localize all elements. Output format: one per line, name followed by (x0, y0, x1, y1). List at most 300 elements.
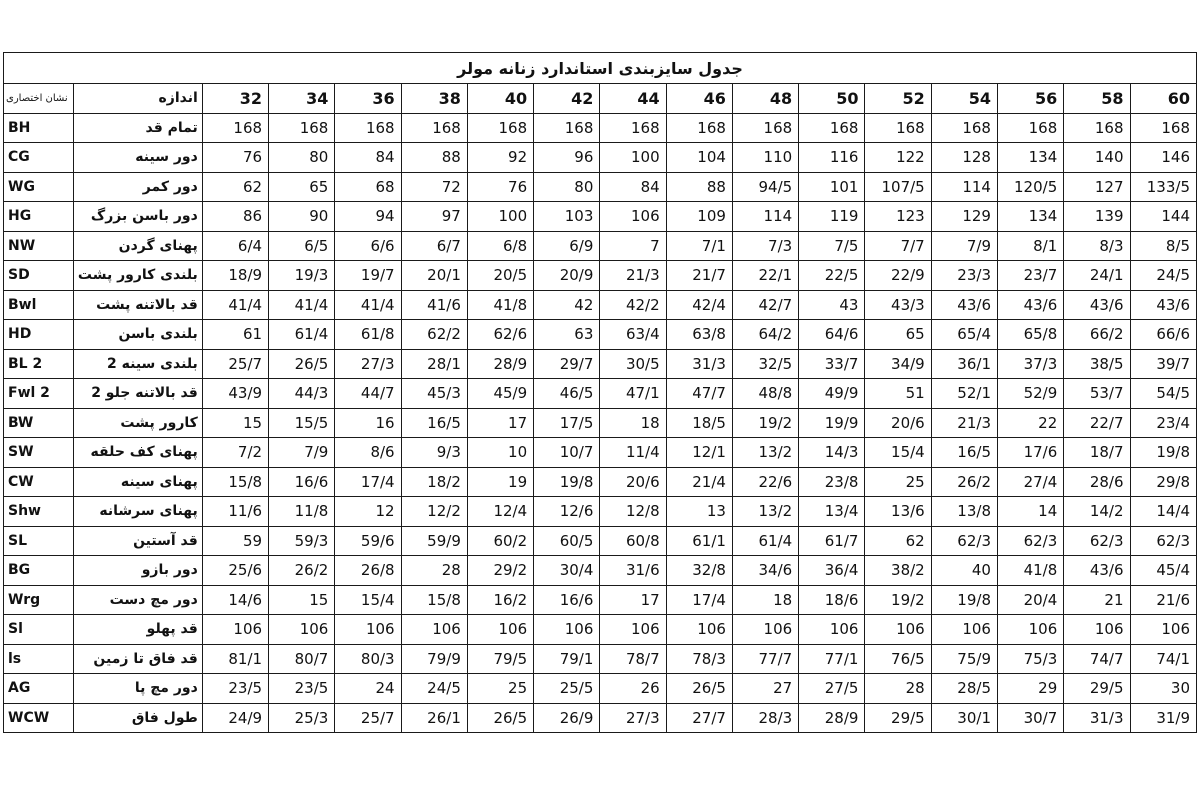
value-cell: 94 (335, 202, 401, 232)
value-cell: 47/7 (666, 379, 732, 409)
value-cell: 106 (202, 615, 268, 645)
size-header-row (4, 84, 1197, 114)
table-row (4, 202, 1197, 232)
value-cell: 168 (1130, 113, 1196, 143)
value-cell: 106 (467, 615, 533, 645)
table-row (4, 703, 1197, 733)
value-cell: 59/6 (335, 526, 401, 556)
value-cell: 28/9 (467, 349, 533, 379)
value-cell: 119 (799, 202, 865, 232)
value-cell: 13/2 (732, 438, 798, 468)
value-cell: 94/5 (732, 172, 798, 202)
value-cell: 168 (666, 113, 732, 143)
value-cell: 26/5 (269, 349, 335, 379)
value-cell: 140 (1064, 143, 1130, 173)
size-chart (3, 52, 1197, 733)
measurement-name-cell: کارور پشت (74, 408, 203, 438)
value-cell: 23/3 (931, 261, 997, 291)
value-cell: 8/1 (997, 231, 1063, 261)
value-cell: 65 (269, 172, 335, 202)
value-cell: 41/8 (467, 290, 533, 320)
table-row (4, 113, 1197, 143)
value-cell: 13/8 (931, 497, 997, 527)
value-cell: 74/1 (1130, 644, 1196, 674)
value-cell: 104 (666, 143, 732, 173)
value-cell: 168 (335, 113, 401, 143)
value-cell: 15/4 (865, 438, 931, 468)
value-cell: 168 (534, 113, 600, 143)
value-cell: 29/7 (534, 349, 600, 379)
value-cell: 19/9 (799, 408, 865, 438)
value-cell: 61/1 (666, 526, 732, 556)
value-cell: 114 (931, 172, 997, 202)
value-cell: 27/4 (997, 467, 1063, 497)
table-row (4, 172, 1197, 202)
size-header-cell: 56 (997, 84, 1063, 114)
value-cell: 23/7 (997, 261, 1063, 291)
value-cell: 23/8 (799, 467, 865, 497)
value-cell: 15 (202, 408, 268, 438)
abbr-cell: CG (4, 143, 74, 173)
value-cell: 19/2 (732, 408, 798, 438)
measurement-name-cell: قد بالاتنه پشت (74, 290, 203, 320)
value-cell: 21 (1064, 585, 1130, 615)
value-cell: 30/4 (534, 556, 600, 586)
value-cell: 133/5 (1130, 172, 1196, 202)
value-cell: 22 (997, 408, 1063, 438)
value-cell: 79/5 (467, 644, 533, 674)
value-cell: 26/5 (666, 674, 732, 704)
value-cell: 62/3 (1130, 526, 1196, 556)
value-cell: 12/8 (600, 497, 666, 527)
value-cell: 168 (401, 113, 467, 143)
value-cell: 9/3 (401, 438, 467, 468)
value-cell: 106 (997, 615, 1063, 645)
value-cell: 76/5 (865, 644, 931, 674)
value-cell: 24 (335, 674, 401, 704)
value-cell: 134 (997, 143, 1063, 173)
value-cell: 6/7 (401, 231, 467, 261)
value-cell: 33/7 (799, 349, 865, 379)
value-cell: 18 (732, 585, 798, 615)
value-cell: 42 (534, 290, 600, 320)
value-cell: 139 (1064, 202, 1130, 232)
value-cell: 30/7 (997, 703, 1063, 733)
size-header-cell: 36 (335, 84, 401, 114)
abbr-cell: SL (4, 526, 74, 556)
value-cell: 38/2 (865, 556, 931, 586)
value-cell: 59 (202, 526, 268, 556)
value-cell: 168 (931, 113, 997, 143)
value-cell: 11/4 (600, 438, 666, 468)
value-cell: 168 (865, 113, 931, 143)
value-cell: 78/7 (600, 644, 666, 674)
size-header-cell: 34 (269, 84, 335, 114)
value-cell: 19/2 (865, 585, 931, 615)
value-cell: 22/5 (799, 261, 865, 291)
value-cell: 100 (467, 202, 533, 232)
abbr-cell: NW (4, 231, 74, 261)
value-cell: 114 (732, 202, 798, 232)
value-cell: 43 (799, 290, 865, 320)
value-cell: 31/6 (600, 556, 666, 586)
value-cell: 23/5 (269, 674, 335, 704)
value-cell: 62/3 (1064, 526, 1130, 556)
value-cell: 168 (732, 113, 798, 143)
value-cell: 25/7 (335, 703, 401, 733)
abbr-cell: Wrg (4, 585, 74, 615)
value-cell: 129 (931, 202, 997, 232)
size-header-cell: 60 (1130, 84, 1196, 114)
value-cell: 7/9 (931, 231, 997, 261)
value-cell: 80 (534, 172, 600, 202)
table-row (4, 261, 1197, 291)
table-row (4, 320, 1197, 350)
value-cell: 63/4 (600, 320, 666, 350)
value-cell: 13/4 (799, 497, 865, 527)
abbr-cell: HG (4, 202, 74, 232)
size-header-cell: 32 (202, 84, 268, 114)
value-cell: 7 (600, 231, 666, 261)
measurement-name-cell: قد فاق تا زمین (74, 644, 203, 674)
abbr-cell: HD (4, 320, 74, 350)
value-cell: 60/5 (534, 526, 600, 556)
value-cell: 20/5 (467, 261, 533, 291)
value-cell: 20/6 (865, 408, 931, 438)
table-row (4, 556, 1197, 586)
abbr-cell: BG (4, 556, 74, 586)
value-cell: 24/1 (1064, 261, 1130, 291)
value-cell: 42/4 (666, 290, 732, 320)
table-row (4, 497, 1197, 527)
value-cell: 41/8 (997, 556, 1063, 586)
value-cell: 13/2 (732, 497, 798, 527)
abbr-cell: SW (4, 438, 74, 468)
value-cell: 106 (1130, 615, 1196, 645)
measurement-name-cell: تمام قد (74, 113, 203, 143)
value-cell: 19/7 (335, 261, 401, 291)
table-row (4, 408, 1197, 438)
abbr-cell: BL 2 (4, 349, 74, 379)
abbr-cell: Shw (4, 497, 74, 527)
size-header-cell: 42 (534, 84, 600, 114)
value-cell: 77/1 (799, 644, 865, 674)
value-cell: 168 (269, 113, 335, 143)
value-cell: 27/3 (335, 349, 401, 379)
value-cell: 54/5 (1130, 379, 1196, 409)
value-cell: 14/6 (202, 585, 268, 615)
value-cell: 20/4 (997, 585, 1063, 615)
value-cell: 17/4 (335, 467, 401, 497)
value-cell: 168 (997, 113, 1063, 143)
value-cell: 44/3 (269, 379, 335, 409)
value-cell: 6/6 (335, 231, 401, 261)
value-cell: 109 (666, 202, 732, 232)
value-cell: 18/6 (799, 585, 865, 615)
value-cell: 6/4 (202, 231, 268, 261)
value-cell: 21/4 (666, 467, 732, 497)
abbr-cell: AG (4, 674, 74, 704)
value-cell: 15/8 (401, 585, 467, 615)
value-cell: 106 (799, 615, 865, 645)
value-cell: 21/3 (600, 261, 666, 291)
value-cell: 45/9 (467, 379, 533, 409)
value-cell: 64/6 (799, 320, 865, 350)
value-cell: 7/7 (865, 231, 931, 261)
table-row (4, 290, 1197, 320)
value-cell: 40 (931, 556, 997, 586)
measurement-name-cell: پهنای گردن (74, 231, 203, 261)
value-cell: 61/4 (732, 526, 798, 556)
value-cell: 134 (997, 202, 1063, 232)
value-cell: 25/5 (534, 674, 600, 704)
value-cell: 16/5 (401, 408, 467, 438)
value-cell: 32/5 (732, 349, 798, 379)
value-cell: 75/3 (997, 644, 1063, 674)
value-cell: 84 (335, 143, 401, 173)
abbr-cell: Sl (4, 615, 74, 645)
value-cell: 18 (600, 408, 666, 438)
value-cell: 60/2 (467, 526, 533, 556)
value-cell: 14/2 (1064, 497, 1130, 527)
value-cell: 16/6 (269, 467, 335, 497)
value-cell: 34/9 (865, 349, 931, 379)
value-cell: 13/6 (865, 497, 931, 527)
value-cell: 100 (600, 143, 666, 173)
value-cell: 107/5 (865, 172, 931, 202)
size-header-cell: 54 (931, 84, 997, 114)
abbr-cell: Fwl 2 (4, 379, 74, 409)
value-cell: 11/6 (202, 497, 268, 527)
value-cell: 78/3 (666, 644, 732, 674)
value-cell: 103 (534, 202, 600, 232)
value-cell: 19/8 (534, 467, 600, 497)
value-cell: 18/2 (401, 467, 467, 497)
value-cell: 62 (202, 172, 268, 202)
value-cell: 28/9 (799, 703, 865, 733)
value-cell: 61 (202, 320, 268, 350)
value-cell: 66/2 (1064, 320, 1130, 350)
measurement-name-cell: قد آستین (74, 526, 203, 556)
value-cell: 16/5 (931, 438, 997, 468)
value-cell: 101 (799, 172, 865, 202)
size-header-cell: 46 (666, 84, 732, 114)
value-cell: 168 (600, 113, 666, 143)
value-cell: 11/8 (269, 497, 335, 527)
value-cell: 88 (666, 172, 732, 202)
value-cell: 24/5 (1130, 261, 1196, 291)
value-cell: 22/9 (865, 261, 931, 291)
value-cell: 25/6 (202, 556, 268, 586)
value-cell: 59/9 (401, 526, 467, 556)
value-cell: 72 (401, 172, 467, 202)
value-cell: 22/1 (732, 261, 798, 291)
value-cell: 90 (269, 202, 335, 232)
value-cell: 92 (467, 143, 533, 173)
value-cell: 53/7 (1064, 379, 1130, 409)
value-cell: 17 (600, 585, 666, 615)
value-cell: 31/3 (1064, 703, 1130, 733)
value-cell: 7/5 (799, 231, 865, 261)
value-cell: 18/7 (1064, 438, 1130, 468)
measurement-name-cell: دور مچ دست (74, 585, 203, 615)
title-row (4, 53, 1197, 84)
value-cell: 29/8 (1130, 467, 1196, 497)
value-cell: 37/3 (997, 349, 1063, 379)
value-cell: 7/9 (269, 438, 335, 468)
table-row (4, 143, 1197, 173)
value-cell: 86 (202, 202, 268, 232)
value-cell: 123 (865, 202, 931, 232)
value-cell: 20/1 (401, 261, 467, 291)
value-cell: 8/3 (1064, 231, 1130, 261)
value-cell: 24/5 (401, 674, 467, 704)
value-cell: 106 (600, 202, 666, 232)
value-cell: 23/5 (202, 674, 268, 704)
value-cell: 15/5 (269, 408, 335, 438)
value-cell: 17/4 (666, 585, 732, 615)
value-cell: 22/6 (732, 467, 798, 497)
value-cell: 12/2 (401, 497, 467, 527)
value-cell: 63 (534, 320, 600, 350)
size-table (3, 52, 1197, 733)
value-cell: 20/6 (600, 467, 666, 497)
value-cell: 6/9 (534, 231, 600, 261)
table-row (4, 438, 1197, 468)
value-cell: 25/3 (269, 703, 335, 733)
abbr-cell: BW (4, 408, 74, 438)
value-cell: 65 (865, 320, 931, 350)
value-cell: 43/9 (202, 379, 268, 409)
value-cell: 30/1 (931, 703, 997, 733)
value-cell: 29/5 (1064, 674, 1130, 704)
value-cell: 12/1 (666, 438, 732, 468)
value-cell: 106 (269, 615, 335, 645)
table-row (4, 615, 1197, 645)
value-cell: 106 (931, 615, 997, 645)
value-cell: 7/1 (666, 231, 732, 261)
value-cell: 97 (401, 202, 467, 232)
value-cell: 79/9 (401, 644, 467, 674)
value-cell: 106 (865, 615, 931, 645)
value-cell: 168 (202, 113, 268, 143)
value-cell: 15/4 (335, 585, 401, 615)
value-cell: 65/8 (997, 320, 1063, 350)
size-header-cell: 38 (401, 84, 467, 114)
abbr-cell: SD (4, 261, 74, 291)
value-cell: 15 (269, 585, 335, 615)
abbr-cell: CW (4, 467, 74, 497)
value-cell: 10/7 (534, 438, 600, 468)
value-cell: 8/5 (1130, 231, 1196, 261)
value-cell: 62/3 (997, 526, 1063, 556)
value-cell: 15/8 (202, 467, 268, 497)
value-cell: 31/9 (1130, 703, 1196, 733)
value-cell: 76 (467, 172, 533, 202)
measurement-name-cell: دور سینه (74, 143, 203, 173)
value-cell: 26/5 (467, 703, 533, 733)
value-cell: 61/4 (269, 320, 335, 350)
value-cell: 63/8 (666, 320, 732, 350)
value-cell: 21/7 (666, 261, 732, 291)
value-cell: 106 (401, 615, 467, 645)
value-cell: 25/7 (202, 349, 268, 379)
measurement-name-cell: پهنای سینه (74, 467, 203, 497)
value-cell: 51 (865, 379, 931, 409)
value-cell: 62/6 (467, 320, 533, 350)
measurement-name-cell: بلندی کارور پشت (74, 261, 203, 291)
value-cell: 26/1 (401, 703, 467, 733)
measurement-name-cell: دور کمر (74, 172, 203, 202)
value-cell: 144 (1130, 202, 1196, 232)
value-cell: 24/9 (202, 703, 268, 733)
value-cell: 25 (467, 674, 533, 704)
value-cell: 29/2 (467, 556, 533, 586)
value-cell: 29 (997, 674, 1063, 704)
value-cell: 27 (732, 674, 798, 704)
value-cell: 14/4 (1130, 497, 1196, 527)
value-cell: 62/3 (931, 526, 997, 556)
value-cell: 43/6 (1064, 290, 1130, 320)
value-cell: 79/1 (534, 644, 600, 674)
value-cell: 36/4 (799, 556, 865, 586)
value-cell: 106 (335, 615, 401, 645)
value-cell: 39/7 (1130, 349, 1196, 379)
value-cell: 61/8 (335, 320, 401, 350)
table-row (4, 467, 1197, 497)
value-cell: 61/7 (799, 526, 865, 556)
size-header-cell: 52 (865, 84, 931, 114)
value-cell: 6/8 (467, 231, 533, 261)
value-cell: 26 (600, 674, 666, 704)
value-cell: 44/7 (335, 379, 401, 409)
value-cell: 106 (732, 615, 798, 645)
value-cell: 42/7 (732, 290, 798, 320)
value-cell: 28/5 (931, 674, 997, 704)
value-cell: 26/2 (269, 556, 335, 586)
value-cell: 80/3 (335, 644, 401, 674)
value-cell: 42/2 (600, 290, 666, 320)
value-cell: 80/7 (269, 644, 335, 674)
value-cell: 120/5 (997, 172, 1063, 202)
value-cell: 8/6 (335, 438, 401, 468)
measurement-name-cell: طول فاق (74, 703, 203, 733)
size-header-cell: 40 (467, 84, 533, 114)
value-cell: 17 (467, 408, 533, 438)
value-cell: 75/9 (931, 644, 997, 674)
value-cell: 34/6 (732, 556, 798, 586)
table-row (4, 349, 1197, 379)
value-cell: 106 (600, 615, 666, 645)
size-column-header: اندازه (74, 84, 203, 114)
value-cell: 66/6 (1130, 320, 1196, 350)
value-cell: 19/8 (1130, 438, 1196, 468)
table-body (4, 113, 1197, 733)
value-cell: 65/4 (931, 320, 997, 350)
abbr-cell: Bwl (4, 290, 74, 320)
value-cell: 19/3 (269, 261, 335, 291)
value-cell: 14 (997, 497, 1063, 527)
value-cell: 21/3 (931, 408, 997, 438)
size-header-cell: 44 (600, 84, 666, 114)
value-cell: 14/3 (799, 438, 865, 468)
value-cell: 52/1 (931, 379, 997, 409)
value-cell: 27/5 (799, 674, 865, 704)
measurement-name-cell: دور مچ پا (74, 674, 203, 704)
value-cell: 16/6 (534, 585, 600, 615)
value-cell: 26/8 (335, 556, 401, 586)
value-cell: 18/9 (202, 261, 268, 291)
